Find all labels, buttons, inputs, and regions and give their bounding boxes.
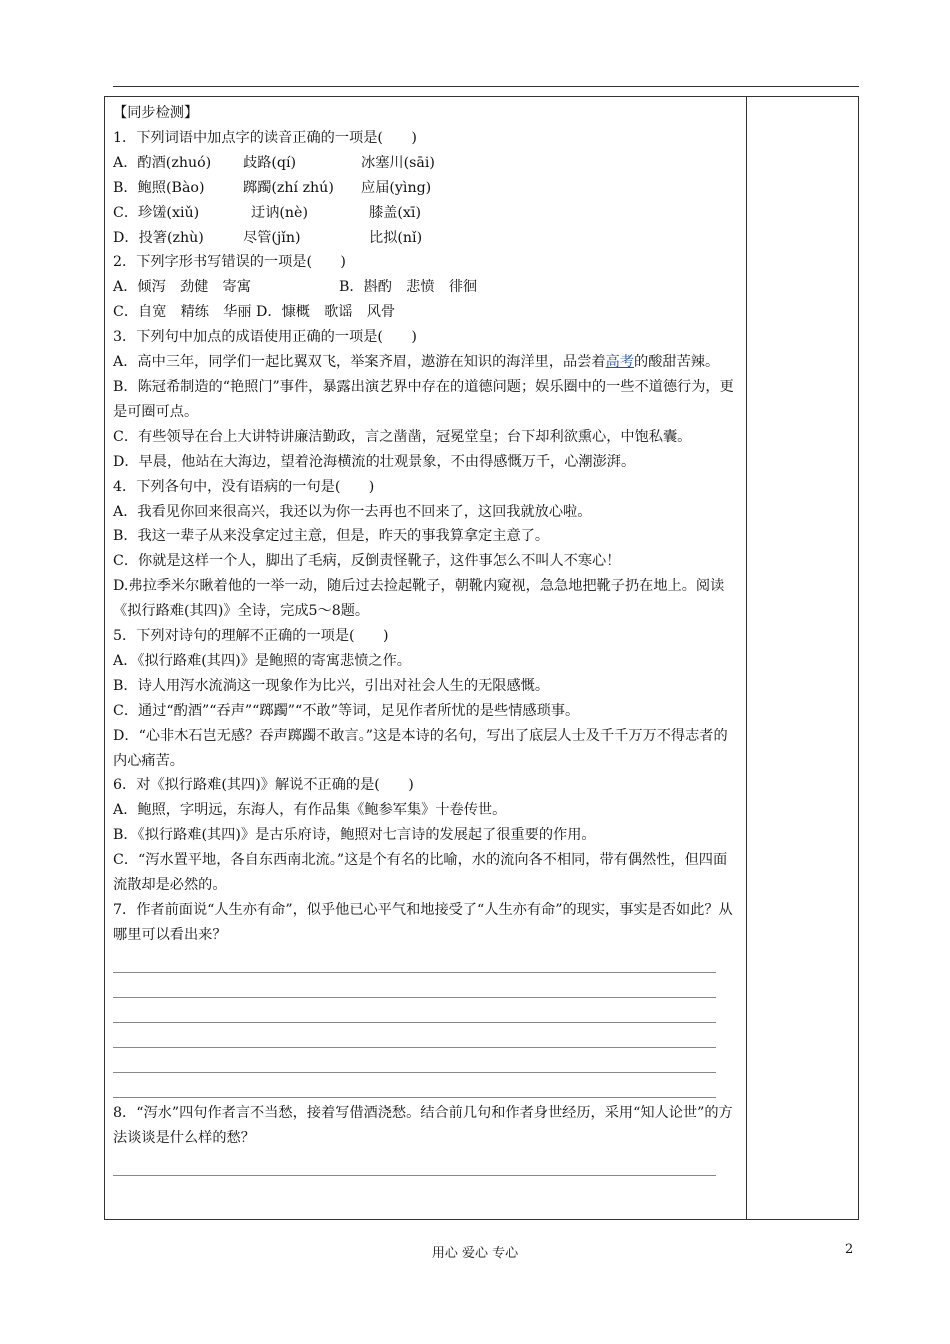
- q3-option-a: A．高中三年，同学们一起比翼双飞，举案齐眉，遨游在知识的海洋里，品尝着高考的酸甜苦辣。: [113, 354, 720, 371]
- q5-stem: 5．下列对诗句的理解不正确的一项是( ): [113, 628, 389, 645]
- q1-option-b: B．鲍照(Bào) 踯躅(zhí zhú) 应届(yìng): [113, 179, 432, 196]
- q5-option-b: B．诗人用泻水流淌这一现象作为比兴，引出对社会人生的无限感慨。: [113, 677, 550, 694]
- q3-option-d: D．早晨，他站在大海边，望着沧海横流的壮观景象，不由得感慨万千，心潮澎湃。: [113, 453, 636, 470]
- answer-line: [113, 998, 716, 1023]
- q4-option-d: D.弗拉季米尔瞅着他的一举一动，随后过去捡起靴子，朝靴内窥视，急急地把靴子扔在地上。阅读《拟行路难(其四)》全诗，完成5～8题。: [113, 578, 725, 620]
- q4-option-a: A．我看见你回来很高兴，我还以为你一去再也不回来了，这回我就放心啦。: [113, 503, 592, 520]
- q8-stem: 8．“泻水”四句作者言不当愁，接着写借酒浇愁。结合前几句和作者身世经历，采用“知人论世”的方法谈谈是什么样的愁？: [113, 1104, 733, 1146]
- q6-option-c: C．“泻水置平地，各自东西南北流。”这是个有名的比喻，水的流向各不相同，带有偶然性，但四面流散却是必然的。: [113, 852, 728, 894]
- q5-option-a: A．《拟行路难(其四)》是鲍照的寄寓悲愤之作。: [113, 652, 411, 669]
- q3-stem: 3．下列句中加点的成语使用正确的一项是( ): [113, 329, 417, 346]
- q1-option-a: A．酌酒(zhuó) 歧路(qí) 冰塞川(sāi): [113, 154, 435, 171]
- answer-line: [113, 1048, 716, 1073]
- q6-option-a: A．鲍照，字明远，东海人，有作品集《鲍参军集》十卷传世。: [113, 802, 507, 819]
- q8-answer-area[interactable]: [113, 1151, 741, 1176]
- q6-option-b: B．《拟行路难(其四)》是古乐府诗，鲍照对七言诗的发展起了很重要的作用。: [113, 827, 596, 844]
- q1-stem: 1．下列词语中加点字的读音正确的一项是( ): [113, 129, 417, 146]
- section-title: 【同步检测】: [113, 105, 199, 121]
- header-rule: [113, 86, 859, 87]
- gaokao-link[interactable]: 高考: [605, 354, 635, 371]
- q6-stem: 6．对《拟行路难(其四)》解说不正确的是( ): [113, 777, 414, 794]
- q1-option-c: C．珍馐(xiǔ) 迂讷(nè) 膝盖(xī): [113, 204, 421, 221]
- q1-option-d: D．投箸(zhù) 尽管(jǐn) 比拟(nǐ): [113, 229, 423, 246]
- q7-stem: 7．作者前面说“人生亦有命”，似乎他已心平气和地接受了“人生亦有命”的现实，事实是否如此？从哪里可以看出来？: [113, 902, 733, 943]
- q4-option-c: C．你就是这样一个人，脚出了毛病，反倒责怪靴子，这件事怎么不叫人不寒心！: [113, 553, 621, 570]
- answer-line: [113, 1151, 716, 1176]
- page-number: 2: [845, 1242, 854, 1257]
- column-divider: [746, 97, 747, 1219]
- answer-line: [113, 1023, 716, 1048]
- answer-line: [113, 1073, 716, 1098]
- footer-motto: 用心 爱心 专心: [431, 1246, 519, 1261]
- q2-stem: 2．下列字形书写错误的一项是( ): [113, 254, 346, 271]
- q3-option-b: B．陈冠希制造的“艳照门”事件，暴露出演艺界中存在的道德问题；娱乐圈中的一些不道德行为，更是可圈可点。: [113, 378, 734, 420]
- worksheet-table: [104, 96, 859, 1220]
- question-column: [113, 101, 741, 1176]
- q5-option-d: D．“心非木石岂无感？吞声踯躅不敢言。”这是本诗的名句，写出了底层人士及千千万万不得志者的内心痛苦。: [113, 727, 728, 769]
- q3-option-c: C．有些领导在台上大讲特讲廉洁勤政，言之凿凿，冠冕堂皇；台下却利欲熏心，中饱私囊。: [113, 428, 692, 445]
- q7-answer-area[interactable]: [113, 948, 741, 1098]
- q5-option-c: C．通过“酌酒”“吞声”“踯躅”“不敢”等词，足见作者所忧的是些情感琐事。: [113, 702, 580, 719]
- q2-options-ab: A．倾泻 劲健 寄寓 B．斟酌 悲愤 徘徊: [113, 279, 478, 296]
- q4-option-b: B．我这一辈子从来没拿定过主意，但是，昨天的事我算拿定主意了。: [113, 528, 550, 545]
- answer-line: [113, 948, 716, 973]
- q2-options-cd: C．自宽 精练 华丽 D．慷概 歌谣 风骨: [113, 304, 396, 321]
- answer-line: [113, 973, 716, 998]
- q4-stem: 4．下列各句中，没有语病的一句是( ): [113, 478, 375, 495]
